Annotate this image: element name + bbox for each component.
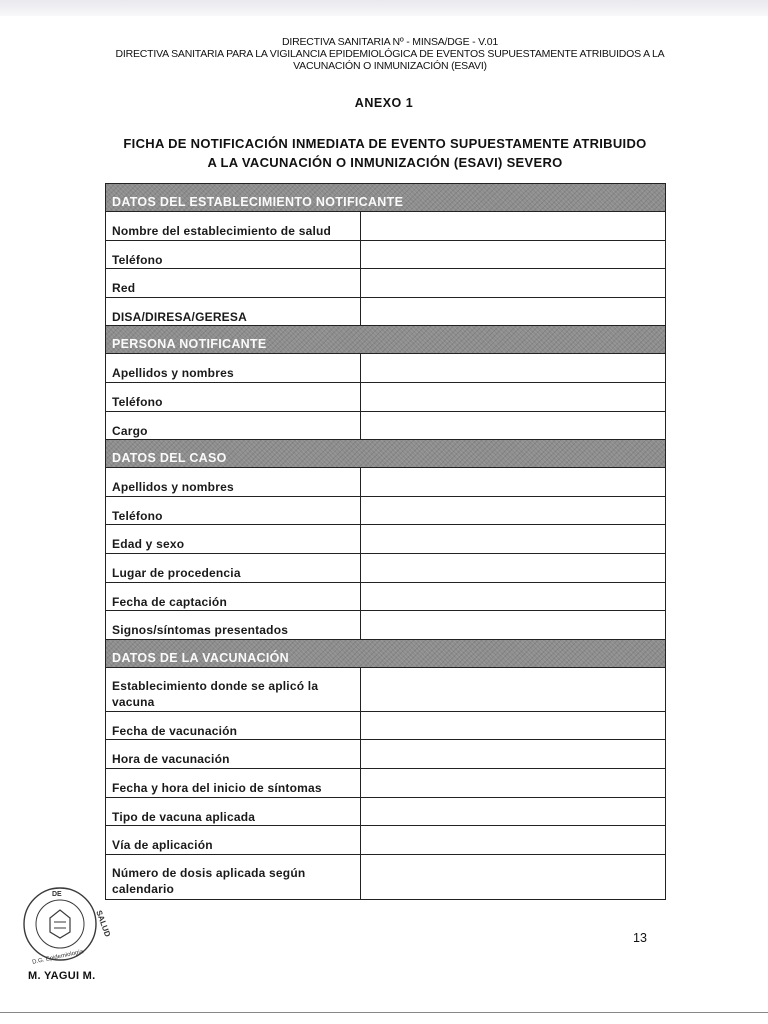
form-row: [106, 826, 665, 855]
field-value-blank[interactable]: [361, 241, 665, 269]
form-row: [106, 740, 665, 769]
form-row: [106, 412, 665, 441]
field-label: Tipo de vacuna aplicada: [106, 798, 361, 826]
field-label: Hora de vacunación: [106, 740, 361, 768]
field-value-blank[interactable]: [361, 383, 665, 411]
seal-text-bottom: D.G. Epidemiología: [31, 949, 84, 966]
form-title: [90, 134, 680, 172]
field-value-blank[interactable]: [361, 668, 665, 711]
field-label: Vía de aplicación: [106, 826, 361, 854]
field-value-blank[interactable]: [361, 354, 665, 382]
header-line-1: DIRECTIVA SANITARIA Nº - MINSA/DGE - V.01: [282, 36, 498, 48]
field-label: Fecha de vacunación: [106, 712, 361, 740]
form-row: [106, 769, 665, 798]
field-value-blank[interactable]: [361, 583, 665, 611]
section-header: DATOS DEL ESTABLECIMIENTO NOTIFICANTE: [106, 184, 665, 212]
scan-top-band: [0, 0, 768, 16]
document-header: [110, 36, 670, 72]
form-title-line-2: A LA VACUNACIÓN O INMUNIZACIÓN (ESAVI) SEVERO: [207, 155, 563, 170]
form-row: [106, 554, 665, 583]
field-label: Establecimiento donde se aplicó la vacuna: [106, 668, 361, 711]
field-label: Apellidos y nombres: [106, 354, 361, 382]
field-value-blank[interactable]: [361, 298, 665, 326]
field-value-blank[interactable]: [361, 554, 665, 582]
field-value-blank[interactable]: [361, 855, 665, 899]
field-label: Teléfono: [106, 497, 361, 525]
field-label: Fecha de captación: [106, 583, 361, 611]
scan-bottom-line: [0, 1012, 768, 1013]
field-label: Número de dosis aplicada según calendario: [106, 855, 361, 899]
field-value-blank[interactable]: [361, 798, 665, 826]
section-header: PERSONA NOTIFICANTE: [106, 326, 665, 354]
annex-title: ANEXO 1: [354, 96, 414, 110]
form-row: [106, 712, 665, 741]
signer-name: M. YAGUI M.: [28, 970, 96, 982]
field-label: Teléfono: [106, 241, 361, 269]
form-row: [106, 241, 665, 270]
field-value-blank[interactable]: [361, 740, 665, 768]
form-row: [106, 383, 665, 412]
form-row: [106, 269, 665, 298]
field-value-blank[interactable]: [361, 212, 665, 240]
field-label: Red: [106, 269, 361, 297]
field-label: DISA/DIRESA/GERESA: [106, 298, 361, 326]
section-header: DATOS DE LA VACUNACIÓN: [106, 640, 665, 668]
form-row: [106, 611, 665, 640]
form-row: [106, 525, 665, 554]
form-row: [106, 212, 665, 241]
field-value-blank[interactable]: [361, 611, 665, 639]
field-value-blank[interactable]: [361, 269, 665, 297]
field-label: Teléfono: [106, 383, 361, 411]
official-seal-icon: [12, 884, 113, 966]
field-value-blank[interactable]: [361, 769, 665, 797]
field-label: Cargo: [106, 412, 361, 440]
form-row: [106, 798, 665, 827]
notification-form-table: [105, 183, 666, 900]
page-number: 13: [633, 931, 647, 945]
seal-text-right: SALUD: [94, 909, 113, 939]
form-title-line-1: FICHA DE NOTIFICACIÓN INMEDIATA DE EVENTO SUPUESTAMENTE ATRIBUIDO: [123, 136, 647, 151]
form-row: [106, 583, 665, 612]
form-row: [106, 497, 665, 526]
field-value-blank[interactable]: [361, 468, 665, 496]
field-label: Apellidos y nombres: [106, 468, 361, 496]
section-header: DATOS DEL CASO: [106, 440, 665, 468]
seal-text-top: DE: [52, 891, 62, 898]
field-label: Signos/síntomas presentados: [106, 611, 361, 639]
form-row: [106, 855, 665, 899]
field-value-blank[interactable]: [361, 497, 665, 525]
form-row: [106, 668, 665, 712]
field-label: Edad y sexo: [106, 525, 361, 553]
header-line-3: VACUNACIÓN O INMUNIZACIÓN (ESAVI): [293, 60, 487, 72]
form-row: [106, 468, 665, 497]
field-value-blank[interactable]: [361, 826, 665, 854]
field-value-blank[interactable]: [361, 525, 665, 553]
field-label: Fecha y hora del inicio de síntomas: [106, 769, 361, 797]
field-value-blank[interactable]: [361, 412, 665, 440]
field-value-blank[interactable]: [361, 712, 665, 740]
form-row: [106, 298, 665, 327]
form-row: [106, 354, 665, 383]
field-label: Lugar de procedencia: [106, 554, 361, 582]
header-line-2: DIRECTIVA SANITARIA PARA LA VIGILANCIA EPIDEMIOLÓGICA DE EVENTOS SUPUESTAMENTE ATRIBUIDOS A LA: [115, 48, 665, 60]
field-label: Nombre del establecimiento de salud: [106, 212, 361, 240]
